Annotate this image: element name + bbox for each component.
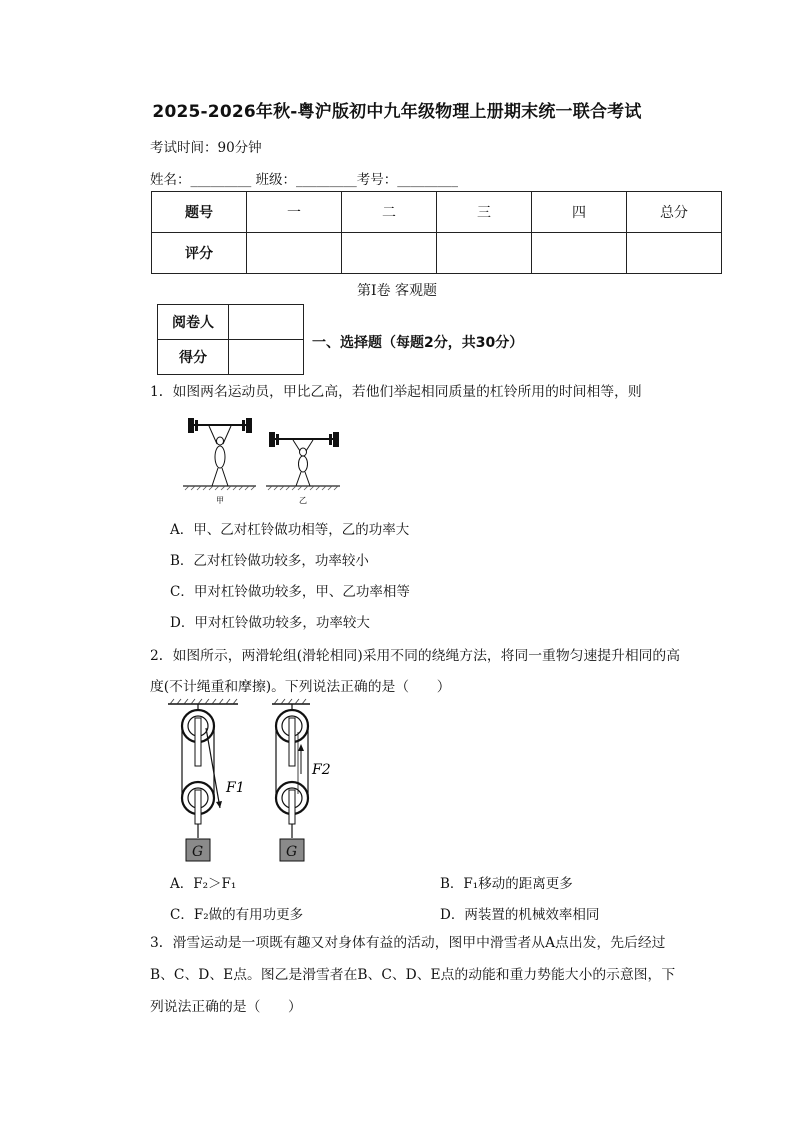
score-table [151,191,722,274]
question-2-stem-line2: 度(不计绳重和摩擦)。下列说法正确的是（ ） [150,679,451,695]
q1-option-d[interactable]: D．甲对杠铃做功较多，功率较大 [170,615,370,631]
exam-time: 考试时间：90分钟 [150,140,262,156]
reviewer-cell[interactable] [229,305,304,340]
reviewer-label: 阅卷人 [158,305,229,340]
figure-label-jia: 甲 [216,496,224,505]
score-table-cell: 三 [437,192,532,233]
score-table-cell: 四 [532,192,627,233]
score-table-row-label: 评分 [152,233,247,274]
q2-option-b[interactable]: B．F₁移动的距离更多 [440,876,573,892]
question-1-stem: 1．如图两名运动员，甲比乙高，若他们举起相同质量的杠铃所用的时间相等，则 [150,384,642,400]
score-cell[interactable] [627,233,722,274]
question-3-stem-line2: B、C、D、E点。图乙是滑雪者在B、C、D、E点的动能和重力势能大小的示意图，下 [150,967,676,983]
score-table-cell: 总分 [627,192,722,233]
score-cell[interactable] [342,233,437,274]
q2-option-a[interactable]: A．F₂＞F₁ [170,876,237,892]
score-cell[interactable] [247,233,342,274]
force-label-f1: F1 [226,780,245,796]
score-table-cell: 一 [247,192,342,233]
weight-label-2: G [286,844,298,860]
score-cell[interactable] [437,233,532,274]
q2-option-d[interactable]: D．两装置的机械效率相同 [440,907,600,923]
score-table-cell: 题号 [152,192,247,233]
score-cell[interactable] [532,233,627,274]
q1-option-c[interactable]: C．甲对杠铃做功较多，甲、乙功率相等 [170,584,410,600]
section-title: 一、选择题（每题2分，共30分） [312,335,524,351]
pulley-figure [160,698,340,868]
score-table-header-row [152,192,722,233]
q1-option-a[interactable]: A．甲、乙对杠铃做功相等，乙的功率大 [170,522,410,538]
score-table-score-row [152,233,722,274]
figure-label-yi: 乙 [299,496,307,505]
weight-label-1: G [192,844,204,860]
force-label-f2: F2 [312,762,331,778]
question-3-stem-line1: 3．滑雪运动是一项既有趣又对身体有益的活动，图甲中滑雪者从A点出发，先后经过 [150,935,666,951]
student-info-line: 姓名：_________ 班级：_________考号：_________ [150,172,459,188]
question-2-stem-line1: 2．如图所示，两滑轮组(滑轮相同)采用不同的绕绳方法，将同一重物匀速提升相同的高 [150,648,681,664]
weightlifters-figure [180,412,345,507]
exam-title: 2025-2026年秋-粤沪版初中九年级物理上册期末统一联合考试 [152,102,642,122]
q1-option-b[interactable]: B．乙对杠铃做功较多，功率较小 [170,553,369,569]
volume-title: 第Ⅰ卷 客观题 [357,283,437,299]
question-3-stem-line3: 列说法正确的是（ ） [150,999,302,1015]
grader-score-cell[interactable] [229,340,304,375]
q2-option-c[interactable]: C．F₂做的有用功更多 [170,907,304,923]
grader-table [157,304,304,375]
grader-score-label: 得分 [158,340,229,375]
score-table-cell: 二 [342,192,437,233]
